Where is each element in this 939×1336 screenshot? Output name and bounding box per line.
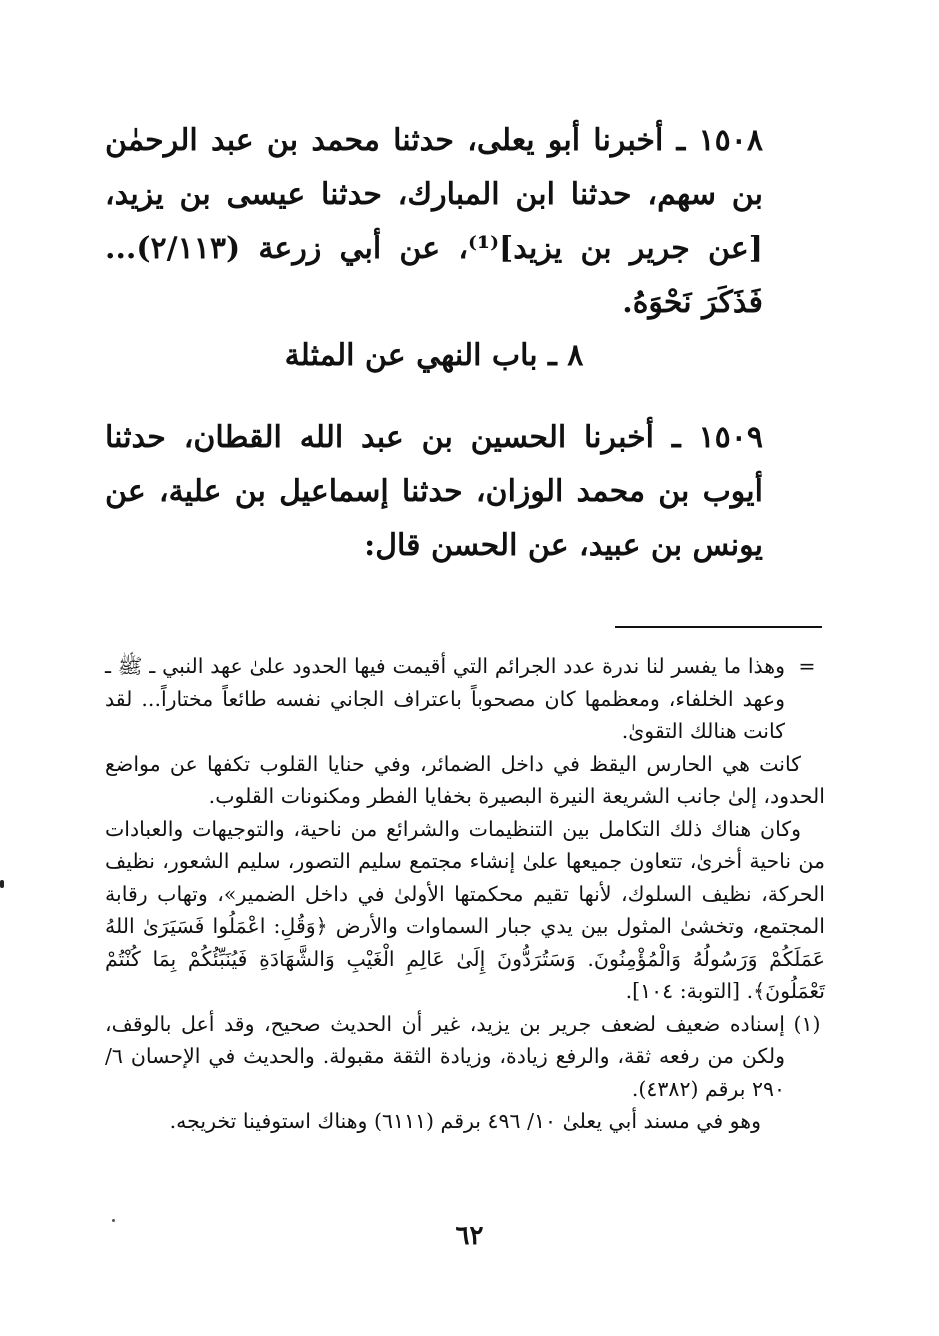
hadith-number: ١٥٠٨ [698, 123, 763, 158]
footnote-divider [615, 626, 822, 628]
hadith-1509 [105, 411, 763, 573]
hadith-number: ١٥٠٩ [698, 420, 763, 455]
hadith-1508 [105, 114, 763, 330]
page-number: ٦٢ [455, 1221, 484, 1251]
footnote-continuation [105, 650, 825, 748]
footnote-paragraph [105, 813, 825, 1008]
footnote-paragraph: وهذا ما يفسر لنا ندرة عدد الجرائم التي أقيمت فيها الحدود علىٰ عهد النبي ـ ﷺ ـ وعهد الخلفاء، ومعظمها كان مصحوباً باعتراف الجاني نفسه طائعاً مختاراً... لقد كانت هنالك التقوىٰ. [105, 654, 785, 743]
scan-speck [112, 1219, 115, 1222]
quran-verse: ﴿وَقُلِ: اعْمَلُوا فَسَيَرَىٰ اللهُ عَمَلَكُمْ وَرَسُولُهُ وَالْمُؤْمِنُونَ. وَسَتُرَدُّونَ إِلَىٰ عَالِمِ الْغَيْبِ وَالشَّهَادَةِ فَيُنَبِّئُكُمْ بِمَا كُنْتُمْ تَعْمَلُونَ﴾. [105, 914, 825, 1003]
hadith-text: ـ أخبرنا أبو يعلى، حدثنا محمد بن عبد الرحمٰن بن سهم، حدثنا ابن المبارك، حدثنا عيسى بن يزيد، [عن جرير بن يزيد]⁽¹⁾، عن أبي زرعة (٢/١١٣)... فَذَكَرَ نَحْوَهُ. [105, 123, 763, 320]
chapter-heading: ٨ ـ باب النهي عن المثلة [284, 338, 584, 373]
footnote-text: وهو في مسند أبي يعلىٰ ١٠/ ٤٩٦ برقم (٦١١١) وهناك استوفينا تخريجه. [169, 1109, 761, 1133]
hadith-text: ـ أخبرنا الحسين بن عبد الله القطان، حدثنا أيوب بن محمد الوزان، حدثنا إسماعيل بن علية، عن يونس بن عبيد، عن الحسن قال: [105, 420, 763, 563]
footnote-1 [105, 1008, 825, 1138]
scan-mark [0, 880, 4, 888]
footnote-marker: (١) [793, 1011, 821, 1036]
footnote-paragraph: كانت هي الحارس اليقظ في داخل الضمائر، وفي حنايا القلوب تكفها عن مواضع الحدود، إلىٰ جانب الشريعة النيرة البصيرة بخفايا الفطر ومكنونات القلوب. [105, 751, 825, 808]
footnotes [105, 650, 825, 1138]
verse-reference: [التوبة: ١٠٤]. [625, 979, 741, 1003]
footnote-text: وكان هناك ذلك التكامل بين التنظيمات والشرائع من ناحية، والتوجيهات والعبادات من ناحية أخرىٰ، تتعاون جميعها علىٰ إنشاء مجتمع سليم التصور، سليم الشعور، نظيف الحركة، نظيف السلوك، لأنها تقيم محكمتها الأولىٰ في داخل الضمير»، وتهاب رقابة المجتمع، وتخشىٰ المثول بين يدي جبار السماوات والأرض [105, 816, 825, 938]
continuation-mark: = [798, 654, 816, 678]
footnote-text: إسناده ضعيف لضعف جرير بن يزيد، غير أن الحديث صحيح، وقد أعل بالوقف، ولكن من رفعه ثقة، والرفع زيادة، وزيادة الثقة مقبولة. والحديث في الإحسان ٦/ ٢٩٠ برقم (٤٣٨٢). [105, 1011, 785, 1101]
